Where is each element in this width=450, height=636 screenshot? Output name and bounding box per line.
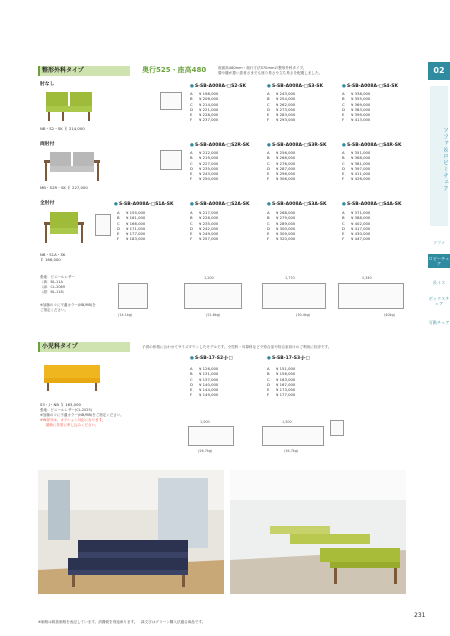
code-s2a: ● S-SB-A008A-□S2A-SK (190, 202, 250, 207)
sofa-allarm-image (42, 210, 86, 244)
sidebar (428, 58, 450, 325)
sidebar-item-sofa[interactable]: ソファ (432, 240, 446, 245)
row-label-allarm: 全肘付 (40, 201, 55, 206)
footer-note: ※価格は税抜価格を表記しています。消費税を別途承ります。 緑文字はグリーン購入法適合商品です。 (38, 620, 206, 624)
section1-desc: 座面高480mm・奥行寸法570mmの整形外科タイプ。 膝や腰が悪い患者さまでも座り易さや立ち易さを配慮しました。 (218, 66, 323, 75)
dim-s1a (118, 283, 148, 309)
note3-kids: 最新に非常に申し込みください。 (46, 423, 99, 427)
price-list-s3: A ¥ 243,000 B ¥ 254,000 C ¥ 262,000 D ¥ 273,000 E ¥ 283,000 F ¥ 293,000 (267, 91, 296, 123)
weight-kids-s3: (34.7kg) (284, 449, 299, 453)
width-s2a: 1,200 (204, 276, 214, 280)
weight-kids-s2: (26.7kg) (198, 449, 213, 453)
color-note: ※加藤のコに不適カラー(NB/MB)を ご指定ください。 (40, 303, 96, 312)
caption-botharm: MB・S2R・SK ￥ 227,000 (40, 185, 88, 190)
dim-s2a (184, 283, 242, 309)
caption-kids: S3・J・NB ￥ 163,000 (40, 402, 81, 407)
code-s4: ● S-SB-A008A-□S4-SK (342, 84, 398, 89)
price-list-s3a: A ¥ 268,000 B ¥ 279,000 C ¥ 289,000 D ¥ 300,000 E ¥ 309,000 F ¥ 320,000 (267, 210, 296, 242)
code-s1a: ● S-SB-A008A-□S1A-SK (114, 202, 174, 207)
code-s3: ● S-SB-A008A-□S3-SK (267, 84, 323, 89)
price-list-s3r: A ¥ 256,000 B ¥ 266,000 C ¥ 276,000 D ¥ 287,000 E ¥ 296,000 F ¥ 306,000 (267, 150, 296, 182)
sofa-noarm-image (42, 90, 98, 122)
sofa-botharm-image (42, 150, 102, 182)
dim-kids-s3 (262, 426, 324, 446)
weight-s1a: (14.1kg) (118, 313, 133, 317)
material-kids: 張地：ビニールレザー(CL-2025) (40, 408, 93, 412)
price-list-kids-s3: A ¥ 151,000 B ¥ 156,000 C ¥ 163,000 D ¥ 167,000 E ¥ 173,000 F ¥ 177,000 (267, 366, 296, 398)
chapter-title: ソファ＆ロビーチェア (430, 86, 448, 226)
sidebar-item-bench[interactable]: 長イス (432, 280, 446, 285)
code-s2r: ● S-SB-A008A-□S2R-SK (190, 143, 250, 148)
width-kids-s2: 1,000 (200, 420, 210, 424)
caption-noarm: NB・S2・SK ￥ 214,000 (40, 126, 85, 131)
sidebar-item-lobby[interactable]: ロビーチェア (428, 256, 450, 266)
row-label-botharm: 両肘付 (40, 142, 55, 147)
code-s4r: ● S-SB-A008A-□S4R-SK (342, 143, 402, 148)
photo-waiting-room-2 (230, 470, 406, 594)
code-kids-s2: ● S-SB-17-S2-J-□ (190, 356, 233, 361)
price-list-s4r: A ¥ 351,000 B ¥ 368,000 C ¥ 381,000 D ¥ 397,000 E ¥ 411,000 F ¥ 426,000 (342, 150, 371, 182)
code-kids-s3: ● S-SB-17-S3-J-□ (267, 356, 310, 361)
code-s4a: ● S-SB-A008A-□S4A-SK (342, 202, 402, 207)
row-label-noarm: 肘なし (40, 82, 55, 87)
price-list-s2: A ¥ 198,000 B ¥ 206,000 C ¥ 214,000 D ¥ 221,000 E ¥ 228,000 F ¥ 237,000 (190, 91, 219, 123)
code-s2: ● S-SB-A008A-□S2-SK (190, 84, 246, 89)
price-list-s2a: A ¥ 217,000 B ¥ 226,000 C ¥ 235,000 D ¥ 242,000 E ¥ 249,000 F ¥ 257,000 (190, 210, 219, 242)
page-number: 231 (414, 612, 426, 619)
code-s3r: ● S-SB-A008A-□S3R-SK (267, 143, 327, 148)
note2-kids: ※W部分は、オプション対応になります。 (40, 418, 106, 422)
width-s4a: 2,340 (362, 276, 372, 280)
diagram-side-allarm (95, 214, 111, 236)
dim-kids-side (330, 420, 344, 436)
weight-s2a: (21.6kg) (206, 313, 221, 317)
dim-kids-s2 (188, 426, 234, 446)
section2-title: 小児科タイプ (38, 342, 130, 352)
width-kids-s3: 1,500 (282, 420, 292, 424)
dim-s4a (338, 283, 404, 309)
price-list-s2r: A ¥ 212,000 B ¥ 219,000 C ¥ 227,000 D ¥ 235,000 E ¥ 243,000 F ¥ 250,000 (190, 150, 219, 182)
photo-waiting-room-1 (38, 470, 224, 594)
dim-s3a (262, 283, 326, 309)
price-list-s1a: A ¥ 155,000 B ¥ 161,000 C ¥ 166,000 D ¥ 171,000 E ¥ 177,000 F ¥ 183,000 (117, 210, 146, 242)
section1-spec: 奥行525・座高480 (142, 66, 207, 74)
width-s3a: 1,770 (285, 276, 295, 280)
diagram-side-noarm (160, 92, 182, 110)
price-list-kids-s2: A ¥ 126,000 B ¥ 131,000 C ¥ 137,000 D ¥ 140,000 E ¥ 144,000 F ¥ 149,000 (190, 366, 219, 398)
code-s3a: ● S-SB-A008A-□S3A-SK (267, 202, 327, 207)
note1-kids: ※加藤のコに不適カラー(NB/MB)をご指定ください。 (40, 413, 124, 417)
diagram-side-botharm (160, 150, 182, 170)
price-list-s4: A ¥ 338,000 B ¥ 355,000 C ¥ 369,000 D ¥ 383,000 E ¥ 399,000 F ¥ 413,000 (342, 91, 371, 123)
sidebar-item-movable[interactable]: 可動チェア (428, 320, 450, 325)
price-list-s4a: A ¥ 371,000 B ¥ 388,000 C ¥ 402,000 D ¥ 417,000 E ¥ 430,000 F ¥ 447,000 (342, 210, 371, 242)
chapter-number: 02 (428, 62, 450, 80)
material-note: 張地：ビニールレザー （黄：BL-11A （緑：CL-2089 （紺：BL-118） (40, 275, 75, 294)
weight-s3a: (30.4kg) (296, 313, 311, 317)
section1-title: 整形外科タイプ (38, 66, 130, 76)
sofa-kids-image (42, 362, 102, 392)
weight-s4a: (40kg) (384, 313, 396, 317)
caption-allarm: NB・S1A・SK ￥ 166,000 (40, 252, 66, 262)
section2-desc: 子供の体格に合わせてサイズダウンしたモデルです。小児科・耳鼻科などで待合室や待合室向けのご利用に好評です。 (142, 345, 332, 349)
sidebar-item-box[interactable]: ボックスチェア (428, 296, 450, 306)
